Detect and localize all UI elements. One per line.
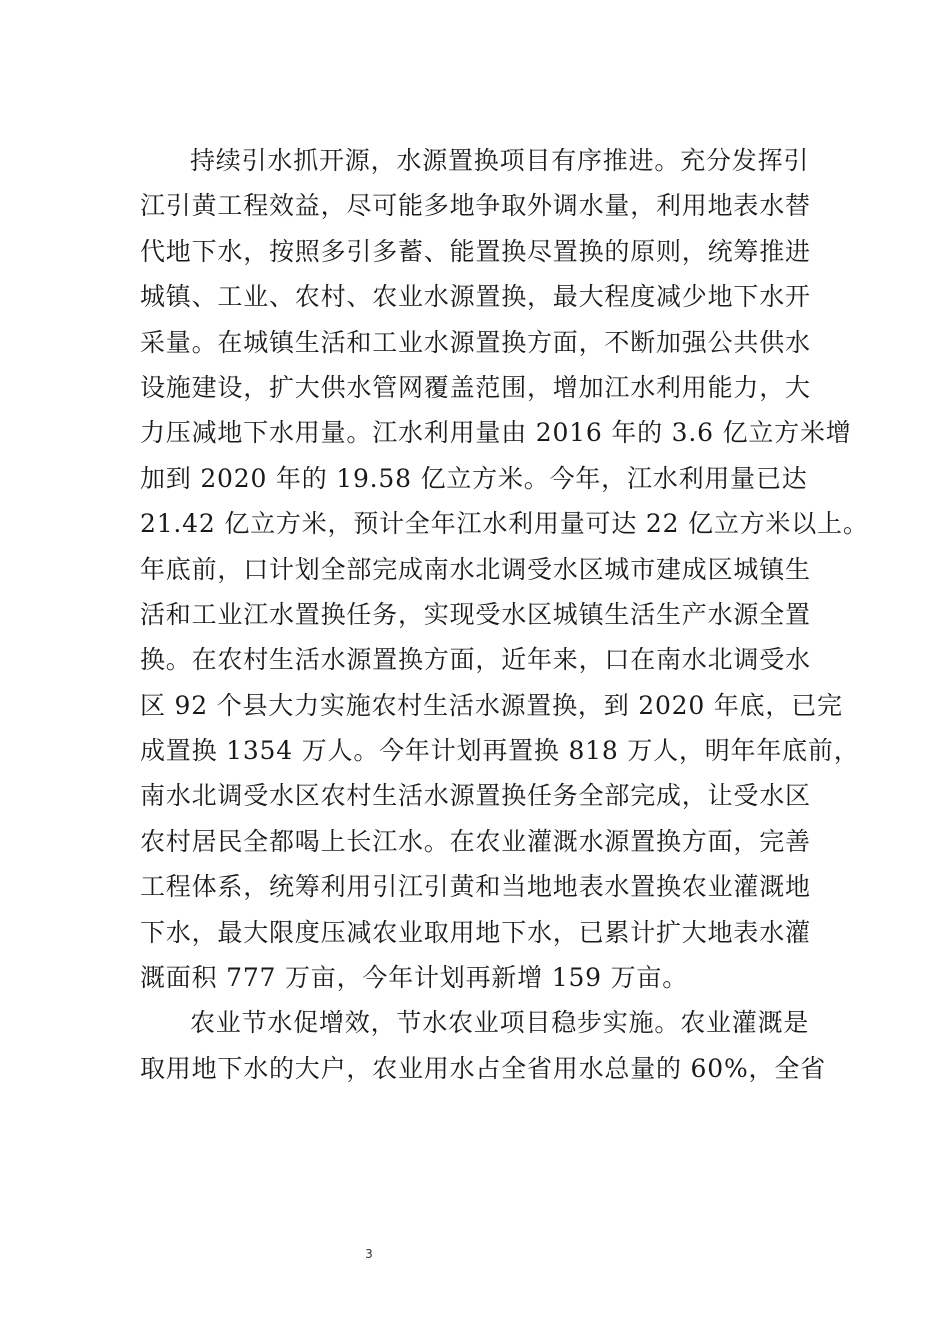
paragraph-line: 溉面积 777 万亩，今年计划再新增 159 万亩。 bbox=[140, 963, 689, 993]
paragraph-line: 工程体系，统筹利用引江引黄和当地地表水置换农业灌溉地 bbox=[140, 872, 811, 902]
paragraph-line: 农村居民全都喝上长江水。在农业灌溉水源置换方面，完善 bbox=[140, 826, 811, 856]
paragraph-line: 设施建设，扩大供水管网覆盖范围，增加江水利用能力，大 bbox=[140, 372, 811, 402]
paragraph-line: 区 92 个县大力实施农村生活水源置换，到 2020 年底，已完 bbox=[140, 690, 843, 720]
paragraph-line: 南水北调受水区农村生活水源置换任务全部完成，让受水区 bbox=[140, 781, 811, 811]
paragraph-line: 下水，最大限度压减农业取用地下水，已累计扩大地表水灌 bbox=[140, 917, 811, 947]
paragraph-line: 采量。在城镇生活和工业水源置换方面，不断加强公共供水 bbox=[140, 327, 811, 357]
paragraph-line: 取用地下水的大户，农业用水占全省用水总量的 60%，全省 bbox=[140, 1053, 826, 1083]
paragraph-line: 成置换 1354 万人。今年计划再置换 818 万人，明年年底前， bbox=[140, 736, 860, 766]
paragraph-line: 换。在农村生活水源置换方面，近年来，口在南水北调受水 bbox=[140, 645, 811, 675]
paragraph-line: 代地下水，按照多引多蓄、能置换尽置换的原则，统筹推进 bbox=[140, 236, 811, 266]
paragraph-line: 活和工业江水置换任务，实现受水区城镇生活生产水源全置 bbox=[140, 599, 811, 629]
paragraph-line: 农业节水促增效，节水农业项目稳步实施。农业灌溉是 bbox=[190, 1008, 810, 1038]
page-number: 3 bbox=[365, 1247, 373, 1261]
paragraph-line: 力压减地下水用量。江水利用量由 2016 年的 3.6 亿立方米增 bbox=[140, 418, 852, 448]
body-text bbox=[140, 138, 869, 1091]
paragraph-line: 21.42 亿立方米，预计全年江水利用量可达 22 亿立方米以上。 bbox=[140, 509, 869, 539]
paragraph-line: 加到 2020 年的 19.58 亿立方米。今年，江水利用量已达 bbox=[140, 463, 808, 493]
paragraph-line: 持续引水抓开源，水源置换项目有序推进。充分发挥引 bbox=[190, 146, 810, 175]
paragraph-line: 江引黄工程效益，尽可能多地争取外调水量，利用地表水替 bbox=[140, 191, 811, 221]
paragraph-line: 年底前，口计划全部完成南水北调受水区城市建成区城镇生 bbox=[140, 554, 811, 584]
paragraph-line: 城镇、工业、农村、农业水源置换，最大程度减少地下水开 bbox=[140, 282, 811, 312]
